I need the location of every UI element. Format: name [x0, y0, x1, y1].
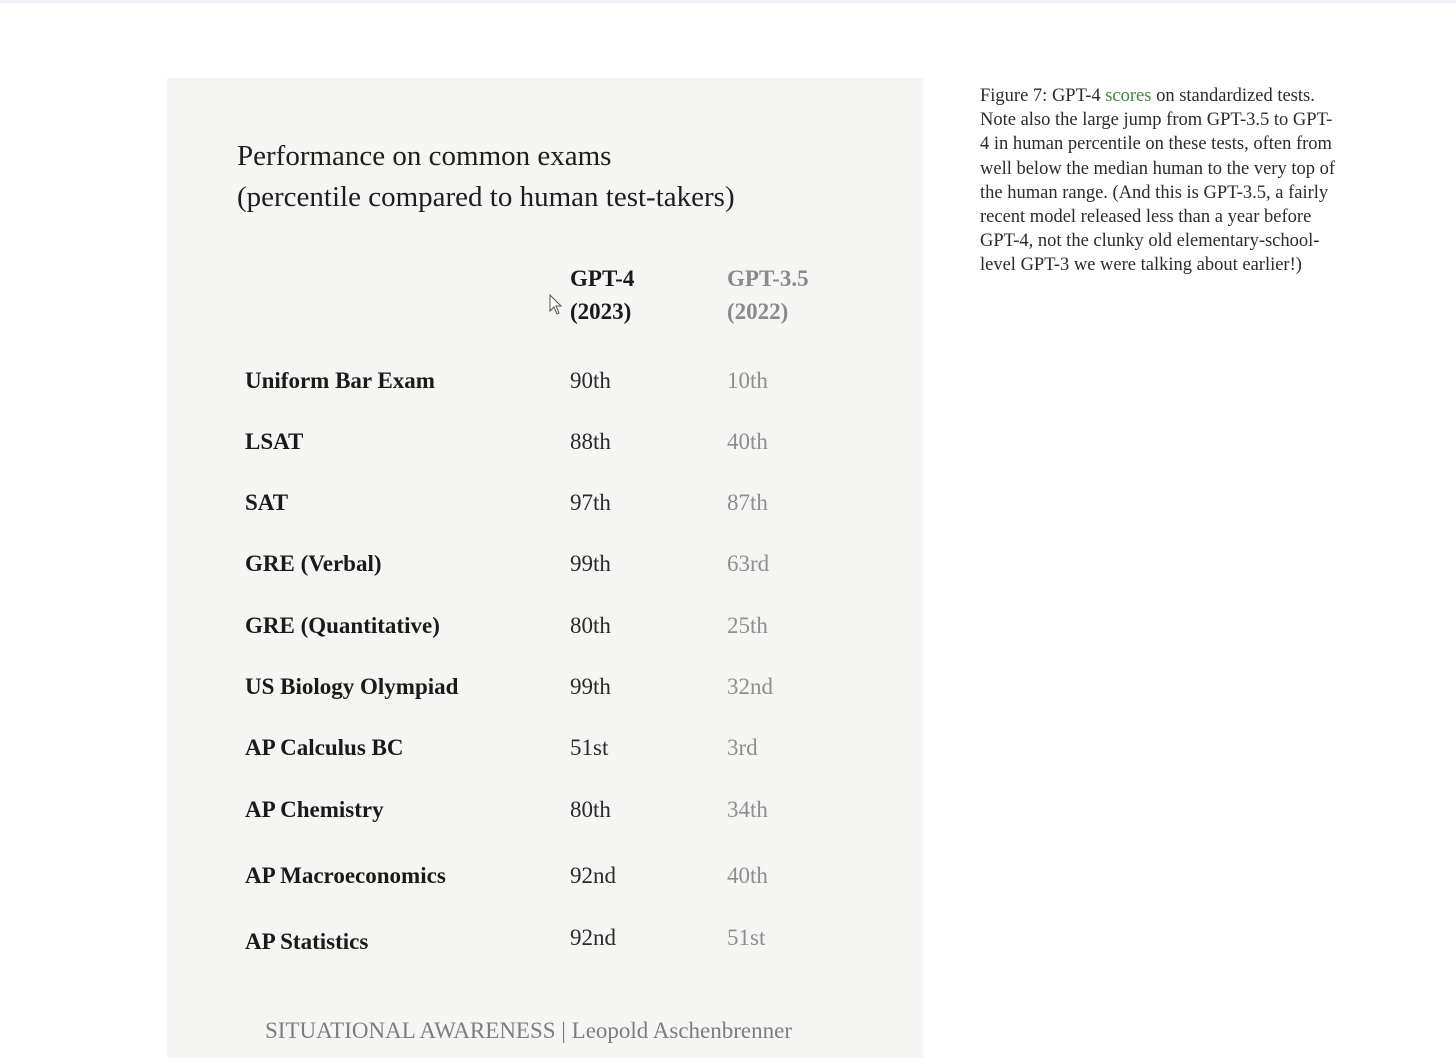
exam-name: Uniform Bar Exam: [245, 368, 435, 393]
column-header-gpt4-year: (2023): [570, 299, 632, 324]
table-row: [167, 670, 923, 704]
gpt4-percentile: 99th: [570, 674, 611, 699]
gpt35-percentile: 3rd: [727, 735, 758, 760]
gpt35-percentile: 87th: [727, 490, 768, 515]
exam-performance-figure: [167, 78, 923, 1058]
scores-link[interactable]: scores: [1105, 86, 1152, 106]
exam-name: AP Calculus BC: [245, 735, 404, 760]
figure-footer-attribution: SITUATIONAL AWARENESS | Leopold Aschenbrenner: [265, 1018, 793, 1043]
top-edge-divider: [0, 0, 1456, 3]
gpt4-percentile: 51st: [570, 735, 609, 760]
exam-name: LSAT: [245, 429, 304, 454]
gpt35-percentile: 63rd: [727, 551, 770, 576]
column-header-gpt35: [727, 262, 809, 328]
gpt35-percentile: 10th: [727, 368, 768, 393]
figure-title-line-1: Performance on common exams: [237, 140, 612, 172]
column-header-gpt35-year: (2022): [727, 299, 789, 324]
table-row: [167, 486, 923, 520]
table-row: [167, 425, 923, 459]
exam-name: AP Statistics: [245, 929, 369, 954]
exam-name: GRE (Quantitative): [245, 613, 440, 638]
gpt35-percentile: 25th: [727, 613, 768, 638]
table-row: [167, 609, 923, 643]
exam-name: SAT: [245, 490, 289, 515]
caption-body: on standardized tests. Note also the large jump from GPT-3.5 to GPT-4 in human percentile on these tests, often from well below the median human to the very top of the human range. (And this is GPT-3.5, a fairly recent model released less than a year before GPT-4, not the clunky old elementary-school-level GPT-3 we were talking about earlier!): [980, 86, 1336, 276]
gpt4-percentile: 97th: [570, 490, 611, 515]
gpt4-percentile: 90th: [570, 368, 611, 393]
exam-name: US Biology Olympiad: [245, 674, 459, 699]
gpt35-percentile: 40th: [727, 863, 768, 888]
table-row: [167, 859, 923, 893]
gpt4-percentile: 92nd: [570, 925, 616, 950]
gpt4-percentile: 88th: [570, 429, 611, 454]
table-row: [167, 793, 923, 827]
table-row: [167, 547, 923, 581]
gpt4-percentile: 99th: [570, 551, 611, 576]
caption-prefix: Figure 7: GPT-4: [980, 86, 1106, 106]
figure-title-line-2: (percentile compared to human test-takers): [237, 181, 735, 213]
gpt4-percentile: 92nd: [570, 863, 616, 888]
gpt35-percentile: 51st: [727, 925, 766, 950]
gpt4-percentile: 80th: [570, 797, 611, 822]
figure-caption: [980, 84, 1340, 278]
table-row: [167, 731, 923, 765]
table-row: [167, 364, 923, 398]
figure-title: [237, 136, 735, 218]
gpt35-percentile: 40th: [727, 429, 768, 454]
column-header-gpt4: [570, 262, 634, 328]
gpt35-percentile: 34th: [727, 797, 768, 822]
exam-name: AP Chemistry: [245, 797, 384, 822]
exam-name: AP Macroeconomics: [245, 863, 446, 888]
column-header-gpt4-name: GPT-4: [570, 266, 635, 291]
gpt4-percentile: 80th: [570, 613, 611, 638]
column-header-gpt35-name: GPT-3.5: [727, 266, 809, 291]
table-row: [167, 923, 923, 957]
gpt35-percentile: 32nd: [727, 674, 773, 699]
mouse-pointer-icon: [549, 294, 563, 316]
exam-name: GRE (Verbal): [245, 551, 382, 576]
